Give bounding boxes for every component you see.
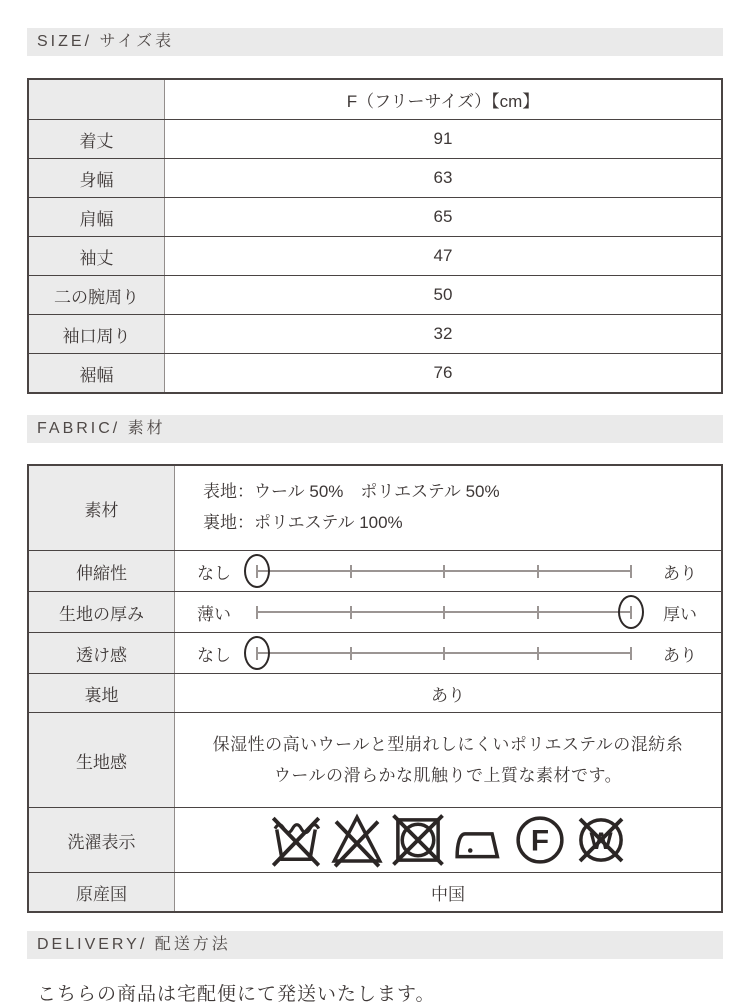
fabric-section-heading: FABRIC/ 素材 — [27, 415, 723, 443]
table-row — [28, 808, 722, 873]
texture-line: 保湿性の高いウールと型崩れしにくいポリエステルの混紡糸 — [212, 734, 684, 754]
size-row-label: 着丈 — [28, 120, 165, 159]
table-row — [28, 633, 722, 674]
table-row — [28, 198, 722, 237]
size-row-value: 32 — [165, 315, 723, 354]
sheerness-scale — [175, 633, 723, 674]
fabric-table — [27, 464, 723, 913]
fabric-row-label: 原産国 — [28, 873, 175, 913]
scale-marker-circle — [618, 595, 644, 629]
svg-text:W: W — [588, 827, 613, 855]
table-row — [28, 873, 722, 913]
size-row-value: 91 — [165, 120, 723, 159]
table-row — [28, 674, 722, 713]
fabric-row-label: 生地の厚み — [28, 592, 175, 633]
fabric-row-label: 素材 — [28, 465, 175, 551]
size-row-label: 袖丈 — [28, 237, 165, 276]
fabric-row-label: 洗濯表示 — [28, 808, 175, 873]
scale-left-label: 薄い — [197, 604, 231, 624]
size-row-label: 裾幅 — [28, 354, 165, 394]
size-row-value: 76 — [165, 354, 723, 394]
scale-marker-circle — [244, 554, 270, 588]
scale-marker-circle — [244, 636, 270, 670]
size-row-label: 身幅 — [28, 159, 165, 198]
size-section-heading: SIZE/ サイズ表 — [27, 28, 723, 56]
scale-left-label: なし — [197, 645, 231, 665]
size-row-label: 肩幅 — [28, 198, 165, 237]
size-table-column-header: F（フリーサイズ）【cm】 — [165, 79, 723, 120]
iron-low-heat-icon — [449, 812, 509, 868]
table-row — [28, 592, 722, 633]
origin-value: 中国 — [175, 873, 723, 913]
texture-description — [175, 713, 723, 808]
table-row — [28, 354, 722, 394]
size-row-label: 袖口周り — [28, 315, 165, 354]
do-not-tumble-dry-icon — [388, 812, 448, 868]
dry-clean-petroleum-f-icon — [510, 812, 570, 868]
scale-left-label: なし — [197, 563, 231, 583]
delivery-section-heading: DELIVERY/ 配送方法 — [27, 931, 723, 959]
table-row — [28, 713, 722, 808]
texture-line: ウールの滑らかな肌触りで上質な素材です。 — [273, 766, 623, 785]
delivery-description: こちらの商品は宅配便にて発送いたします。 — [37, 984, 436, 1005]
do-not-bleach-icon — [327, 812, 387, 868]
table-row — [28, 159, 722, 198]
size-row-value: 63 — [165, 159, 723, 198]
thickness-scale — [175, 592, 723, 633]
scale-right-label: あり — [663, 645, 697, 665]
scale-track — [257, 592, 631, 632]
do-not-wet-clean-icon — [571, 812, 631, 868]
table-row — [28, 551, 722, 592]
scale-track — [257, 633, 631, 673]
stretch-scale — [175, 551, 723, 592]
size-row-value: 65 — [165, 198, 723, 237]
table-row — [28, 315, 722, 354]
fabric-row-label: 伸縮性 — [28, 551, 175, 592]
laundry-symbols — [175, 808, 723, 873]
lining-value: あり — [175, 674, 723, 713]
table-row — [28, 120, 722, 159]
do-not-wash-icon — [266, 812, 326, 868]
scale-right-label: あり — [663, 563, 697, 583]
scale-right-label: 厚い — [663, 604, 697, 624]
table-row — [28, 465, 722, 551]
fabric-row-label: 生地感 — [28, 713, 175, 808]
table-row — [28, 237, 722, 276]
fabric-row-label: 裏地 — [28, 674, 175, 713]
size-table-corner-cell — [28, 79, 165, 120]
fabric-row-label: 透け感 — [28, 633, 175, 674]
svg-text:F: F — [530, 824, 549, 858]
size-row-label: 二の腕周り — [28, 276, 165, 315]
material-composition — [175, 465, 723, 551]
size-row-value: 50 — [165, 276, 723, 315]
material-line-lining: 裏地：ポリエステル 100% — [203, 513, 403, 532]
table-row — [28, 276, 722, 315]
scale-track — [257, 551, 631, 591]
size-table — [27, 78, 723, 394]
size-table-header-row — [28, 79, 722, 120]
size-row-value: 47 — [165, 237, 723, 276]
material-line-outer: 表地：ウール 50% ポリエステル 50% — [203, 482, 500, 502]
